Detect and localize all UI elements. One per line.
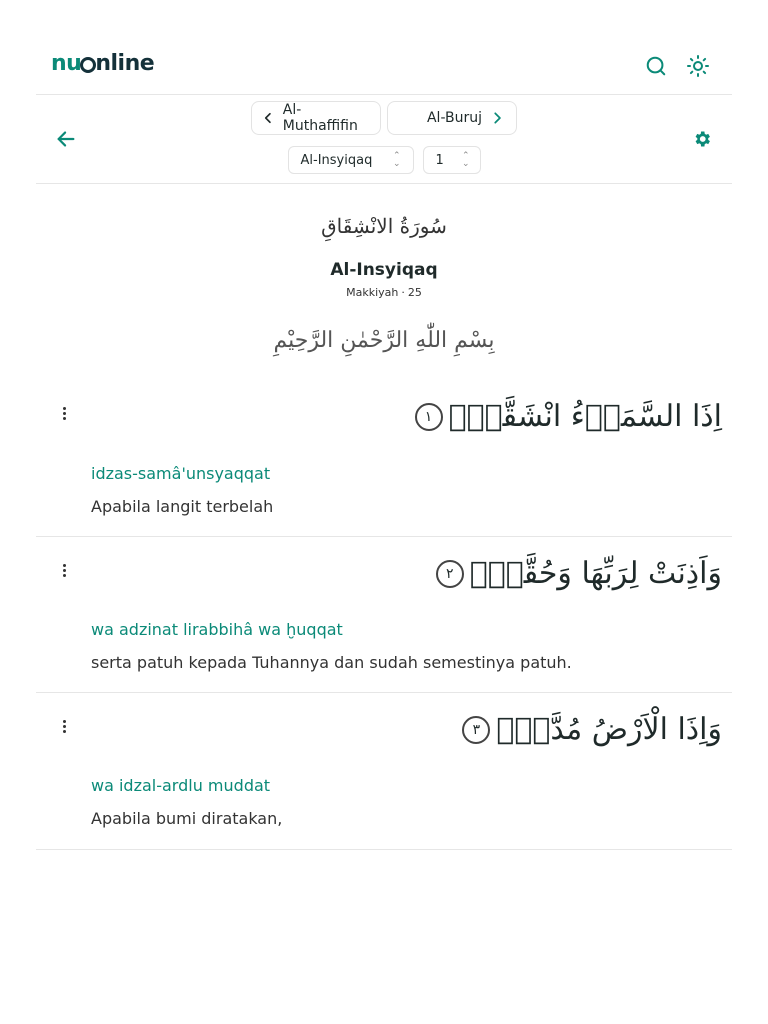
theme-toggle-button[interactable]: [684, 52, 712, 80]
verse-count: 25: [407, 286, 422, 299]
arabic-text: وَاِذَا الْاَرْضُ مُدَّتْۙ: [496, 712, 722, 747]
surah-title: Al-Insyiqaq: [330, 260, 438, 280]
ayah-select[interactable]: [423, 146, 481, 174]
search-icon: [645, 55, 667, 77]
verse-arabic: [415, 399, 722, 434]
gear-icon: [692, 129, 712, 149]
nu-online-logo[interactable]: [51, 51, 154, 76]
verse-translation: Apabila bumi diratakan,: [91, 809, 283, 828]
surah-calligraphy: سُورَةُ الانْشِقَاقِ: [321, 214, 447, 238]
verse-menu-button[interactable]: [54, 716, 74, 736]
surah-select-value: Al-Insyiqaq: [300, 152, 373, 168]
logo-part-2: nline: [95, 51, 155, 76]
logo-ring: [80, 57, 96, 73]
selectors: [36, 146, 732, 174]
prev-surah-label: Al-Muthaffifin: [282, 102, 358, 134]
arabic-text: وَاَذِنَتْ لِرَبِّهَا وَحُقَّتْۙ: [469, 556, 722, 591]
pager: [36, 101, 732, 135]
surah-select[interactable]: [288, 146, 414, 174]
next-surah-label: Al-Buruj: [426, 110, 482, 126]
chevron-right-icon: [490, 111, 504, 125]
revelation-type: Makkiyah: [346, 286, 399, 299]
surah-meta: Makkiyah · 25: [346, 286, 422, 299]
chevron-left-icon: [262, 111, 275, 125]
ayah-number: ٢: [436, 560, 464, 588]
verse-item: [36, 552, 732, 693]
logo-part-1: nu: [51, 51, 82, 76]
verse-latin: idzas-samâ'unsyaqqat: [91, 464, 271, 483]
updown-icon: ⌃ ⌄: [392, 151, 401, 169]
verse-arabic: [462, 712, 722, 747]
top-bar: [36, 40, 732, 95]
ayah-number: ٣: [462, 716, 490, 744]
search-button[interactable]: [642, 52, 670, 80]
surah-header: [0, 214, 768, 299]
verse-menu-button[interactable]: [54, 560, 74, 580]
verse-latin: wa adzinat lirabbihâ wa ḫuqqat: [91, 620, 343, 639]
verse-item: [36, 708, 732, 850]
verse-translation: Apabila langit terbelah: [91, 497, 274, 516]
surah-navigation: [36, 94, 732, 184]
updown-icon: ⌃ ⌄: [461, 151, 470, 169]
sun-icon: [686, 54, 710, 78]
ayah-number: ١: [415, 403, 443, 431]
bismillah: بِسْمِ اللّٰهِ الرَّحْمٰنِ الرَّحِيْمِ: [273, 328, 495, 353]
ayah-select-value: 1: [435, 152, 444, 168]
verse-arabic: [436, 556, 722, 591]
settings-button[interactable]: [688, 125, 716, 153]
arabic-text: اِذَا السَّمَاۤءُ انْشَقَّتْۙ: [448, 399, 722, 434]
verse-item: [36, 395, 732, 537]
verse-latin: wa idzal-ardlu muddat: [91, 776, 271, 795]
verse-translation: serta patuh kepada Tuhannya dan sudah semestinya patuh.: [91, 653, 572, 672]
next-surah-button[interactable]: [387, 101, 517, 135]
prev-surah-button[interactable]: [251, 101, 381, 135]
verse-menu-button[interactable]: [54, 403, 74, 423]
